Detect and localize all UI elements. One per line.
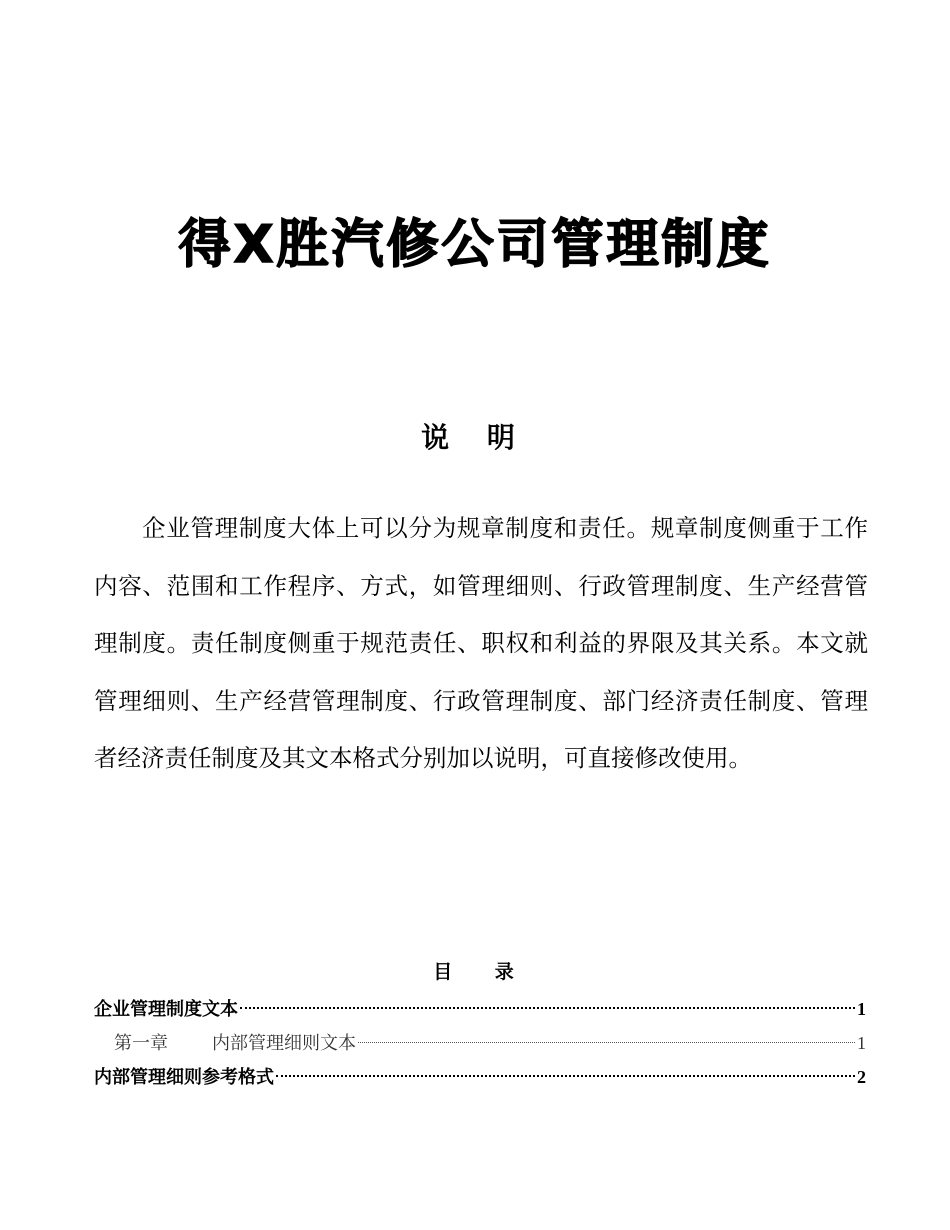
toc-entry-text: 内部管理细则参考格式: [94, 1067, 274, 1088]
intro-paragraph: 企业管理制度大体上可以分为规章制度和责任。规章制度侧重于工作内容、范围和工作程序、方式，如管理细则、行政管理制度、生产经营管理制度。责任制度侧重于规范责任、职权和利益的界限及其关系。本文就管理细则、生产经营管理制度、行政管理制度、部门经济责任制度、管理者经济责任制度及其文本格式分别加以说明，可直接修改使用。: [94, 514, 868, 772]
toc-page-number: 1: [857, 999, 866, 1019]
toc-entry-text: 企业管理制度文本: [94, 999, 238, 1020]
toc-dot-leader: [276, 1075, 855, 1077]
document-title: 得X胜汽修公司管理制度: [178, 215, 772, 275]
toc-chapter-label: 第一章: [114, 1033, 168, 1054]
section-heading: 说 明: [421, 421, 529, 454]
toc-entry[interactable]: [94, 1026, 866, 1060]
toc-dot-leader: [358, 1042, 855, 1043]
toc-page-number: 2: [857, 1067, 866, 1087]
toc-entry[interactable]: [94, 992, 866, 1026]
toc-page-number: 1: [857, 1033, 866, 1053]
table-of-contents: [94, 992, 866, 1094]
toc-entry[interactable]: [94, 1060, 866, 1094]
toc-dot-leader: [240, 1007, 855, 1009]
toc-heading: 目 录: [433, 961, 532, 983]
toc-entry-text: 内部管理细则文本: [212, 1033, 356, 1054]
